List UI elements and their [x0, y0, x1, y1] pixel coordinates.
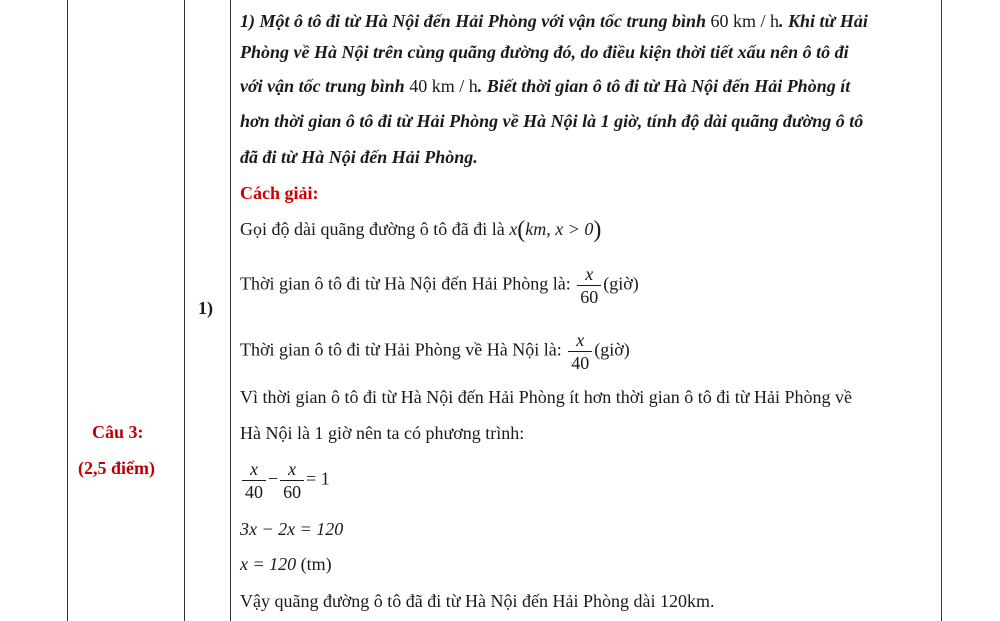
- problem-text-1: 1) Một ô tô đi từ Hà Nội đến Hải Phòng với vận tốc trung bình: [240, 11, 706, 31]
- table-border-left: [67, 0, 68, 621]
- equation-fraction-2: $\frac{x}{60}$: [280, 460, 304, 501]
- time-2-fraction: $\frac{x}{40}$: [568, 331, 592, 372]
- problem-line-1: [240, 12, 868, 30]
- time-1-unit: (giờ): [603, 273, 639, 294]
- problem-line-4: hơn thời gian ô tô đi từ Hải Phòng về Hà Nội là 1 giờ, tính độ dài quãng đường ô tô: [240, 111, 864, 131]
- let-var: x: [509, 219, 518, 239]
- table-border-col2: [184, 0, 185, 621]
- equation-fraction-1: $\frac{x}{40}$: [242, 460, 266, 501]
- speed-2: 40 km / h: [409, 76, 478, 96]
- reason-line-2: Hà Nội là 1 giờ nên ta có phương trình:: [240, 423, 525, 443]
- time-1-fraction: $\frac{x}{60}$: [577, 265, 601, 306]
- question-label: Câu 3:: [92, 422, 144, 442]
- time-1-line: [240, 265, 639, 306]
- equation-minus: −: [268, 468, 279, 489]
- part-label: 1): [198, 298, 213, 318]
- problem-text-3b: . Biết thời gian ô tô đi từ Hà Nội đến Hải Phòng ít: [477, 76, 851, 96]
- problem-line-3: [240, 77, 850, 95]
- step-2-line: [240, 555, 332, 573]
- speed-1: 60 km / h: [710, 11, 780, 31]
- table-border-col3: [230, 0, 231, 621]
- problem-line-2: Phòng về Hà Nội trên cùng quãng đường đó, do điều kiện thời tiết xấu nên ô tô đi: [240, 42, 849, 62]
- time-2-text: Thời gian ô tô đi từ Hải Phòng về Hà Nội là:: [240, 339, 562, 360]
- time-2-unit: (giờ): [594, 339, 630, 360]
- step-2-note: (tm): [300, 554, 332, 574]
- problem-text-1b: . Khi từ Hải: [779, 11, 868, 31]
- question-score: (2,5 điểm): [78, 458, 155, 478]
- problem-line-5: đã đi từ Hà Nội đến Hải Phòng.: [240, 147, 478, 167]
- time-1-text: Thời gian ô tô đi từ Hà Nội đến Hải Phòng là:: [240, 273, 571, 294]
- let-line: Gọi độ dài quãng đường ô tô đã đi là x(km, x > 0): [240, 217, 602, 243]
- conclusion: Vậy quãng đường ô tô đã đi từ Hà Nội đến Hải Phòng dài 120km.: [240, 591, 715, 611]
- let-condition: km, x > 0: [525, 219, 594, 239]
- problem-text-3a: với vận tốc trung bình: [240, 76, 405, 96]
- solution-heading: Cách giải:: [240, 183, 319, 203]
- equation-rhs: = 1: [306, 468, 330, 489]
- reason-line-1: Vì thời gian ô tô đi từ Hà Nội đến Hải Phòng ít hơn thời gian ô tô đi từ Hải Phòng về: [240, 387, 853, 407]
- step-1: 3x − 2x = 120: [240, 519, 344, 539]
- time-2-line: [240, 331, 630, 372]
- equation: [240, 460, 330, 501]
- let-text: Gọi độ dài quãng đường ô tô đã đi là: [240, 219, 505, 239]
- step-2: x = 120: [240, 554, 297, 574]
- right-margin: [942, 0, 1000, 621]
